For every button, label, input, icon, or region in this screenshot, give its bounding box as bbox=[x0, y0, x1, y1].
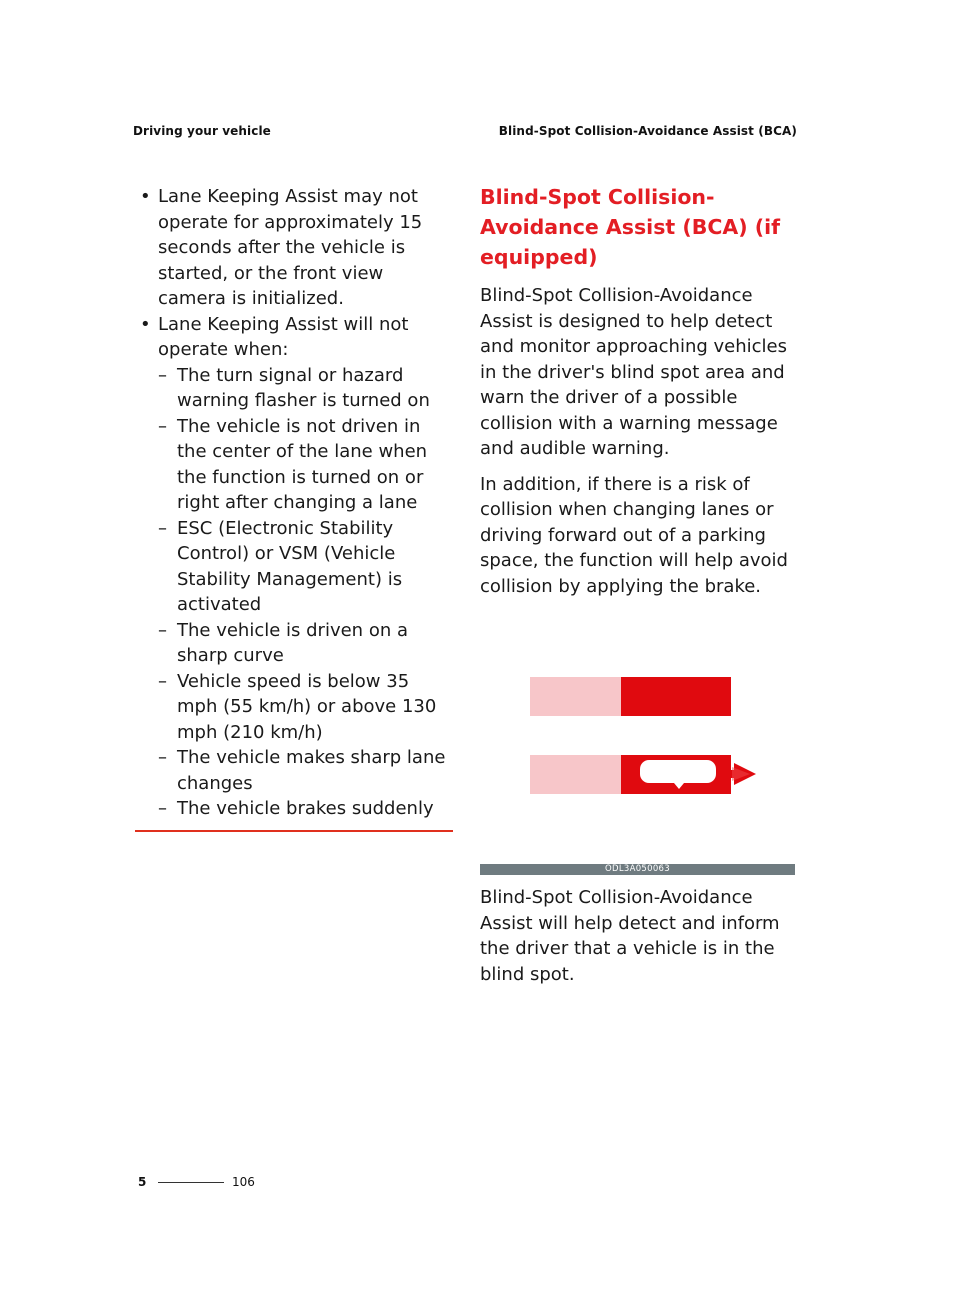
page-footer bbox=[138, 1175, 255, 1189]
running-header-section: Blind-Spot Collision-Avoidance Assist (BCA) bbox=[498, 124, 797, 138]
detail-paragraph: In addition, if there is a risk of collision when changing lanes or driving forward out of a parking space, the function will help avoid collision by applying the brake. bbox=[480, 473, 788, 597]
section-title: Blind-Spot Collision-Avoidance Assist (BCA) (if equipped) bbox=[480, 185, 781, 269]
figure-code-bar: ODL3A050063 bbox=[480, 864, 795, 875]
bullet-text: Lane Keeping Assist may not operate for approximately 15 seconds after the vehicle is started, or the front view camera is initialized. bbox=[158, 186, 423, 309]
right-column bbox=[480, 182, 795, 987]
page-number: 106 bbox=[232, 1175, 255, 1189]
figure-caption: Blind-Spot Collision-Avoidance Assist will help detect and inform the driver that a vehicle is in the blind spot. bbox=[480, 887, 780, 985]
blind-spot-zone-light bbox=[530, 677, 621, 716]
approach-zone-light bbox=[530, 755, 621, 794]
bullet-list bbox=[135, 184, 453, 822]
left-column bbox=[135, 184, 453, 832]
blind-spot-zone-dark bbox=[621, 677, 731, 716]
sub-item: – The vehicle is not driven in the center of the lane when the function is turned on or right after changing a lane bbox=[158, 414, 453, 516]
sub-item: – The turn signal or hazard warning flasher is turned on bbox=[158, 363, 453, 414]
bca-illustration bbox=[480, 613, 795, 838]
sub-item: – The vehicle makes sharp lane changes bbox=[158, 745, 453, 796]
footer-rule bbox=[158, 1182, 224, 1183]
sub-item: – The vehicle brakes suddenly bbox=[158, 796, 453, 822]
sub-item: – Vehicle speed is below 35 mph (55 km/h) or above 130 mph (210 km/h) bbox=[158, 669, 453, 746]
bullet-text: Lane Keeping Assist will not operate when: bbox=[158, 313, 409, 360]
sub-list bbox=[158, 363, 453, 822]
sub-item: – ESC (Electronic Stability Control) or VSM (Vehicle Stability Management) is activated bbox=[158, 516, 453, 618]
bullet-item bbox=[135, 184, 453, 312]
section-end-rule bbox=[135, 830, 453, 832]
section-number: 5 bbox=[138, 1175, 147, 1189]
intro-paragraph: Blind-Spot Collision-Avoidance Assist is designed to help detect and monitor approaching vehicles in the driver's blind spot area and warn the driver of a possible collision with a warning message and audible warning. bbox=[480, 285, 788, 459]
blind-spot-zone-diagram bbox=[480, 613, 795, 838]
bullet-item bbox=[135, 312, 453, 822]
running-header-chapter: Driving your vehicle bbox=[133, 124, 271, 138]
sub-item: – The vehicle is driven on a sharp curve bbox=[158, 618, 453, 669]
